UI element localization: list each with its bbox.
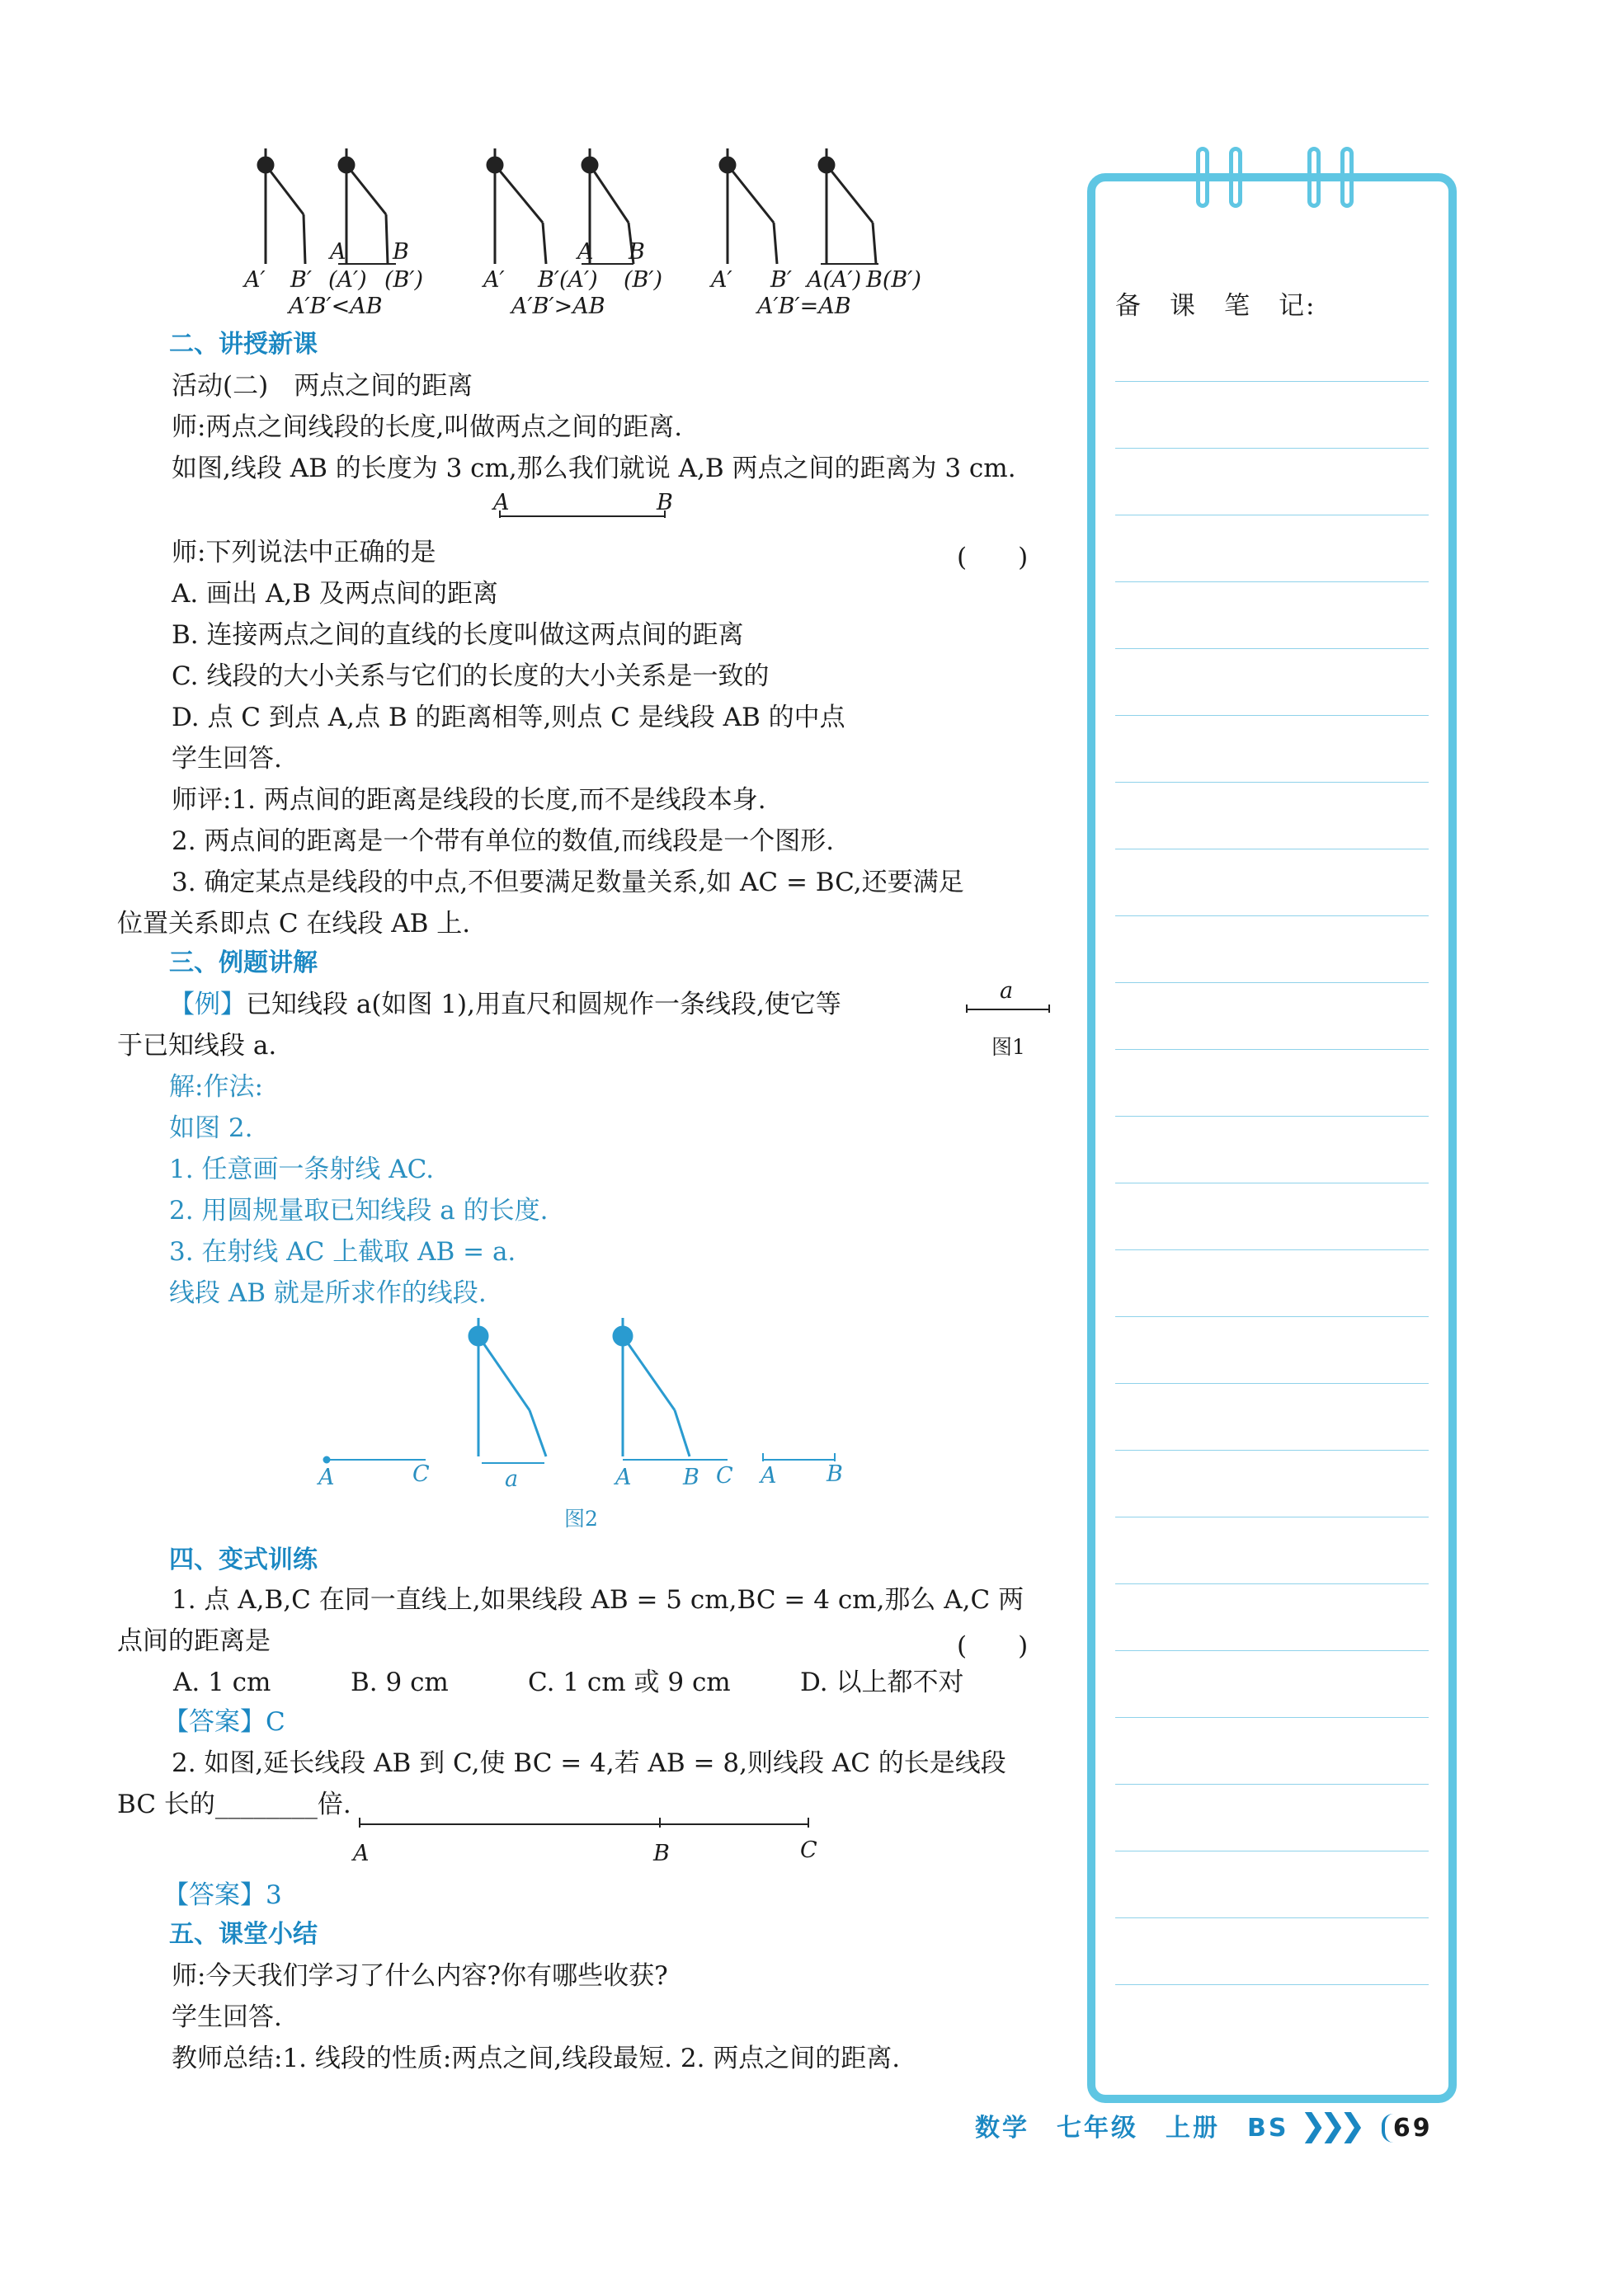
label-a5: A′ [711, 267, 732, 293]
notes-rule-line [1115, 1917, 1429, 1918]
practice-q1-line-2: 点间的距离是 [117, 1626, 271, 1656]
example-sentence: 如图,线段 AB 的长度为 3 cm,那么我们就说 A,B 两点之间的距离为 3 cm. [172, 454, 1016, 483]
label-b2: (B′) [384, 267, 424, 293]
figure-2-label-a3: A [761, 1463, 777, 1489]
figure-1-segment [963, 1003, 1054, 1016]
review-3: 3. 确定某点是线段的中点,不但要满足数量关系,如 AC = BC,还要满足 [172, 868, 964, 897]
notes-rule-line [1115, 1650, 1429, 1651]
notes-rule-line [1115, 915, 1429, 916]
caption-greater: A′B′>AB [511, 294, 605, 319]
label-a2top: A [330, 239, 346, 265]
practice-q1-answer [163, 1706, 285, 1738]
label-b4top: B [629, 239, 645, 265]
label-a6: A(A′) [807, 267, 862, 293]
figure-2-caption: 图2 [564, 1507, 598, 1531]
figure-2-construction [313, 1311, 858, 1476]
figure-2-label-a1: A [318, 1465, 335, 1490]
answer-tag: 【答案】 [163, 1707, 266, 1737]
figure-3-label-c: C [800, 1837, 817, 1863]
chevron-arrows-icon: ❯❯❯ [1299, 2107, 1359, 2143]
student-answer: 学生回答. [172, 744, 282, 774]
activity-title: 活动(二) 两点之间的距离 [172, 371, 473, 401]
notes-rule-line [1115, 648, 1429, 649]
section-heading-3: 三、例题讲解 [169, 948, 318, 977]
figure-2-label-c2: C [716, 1463, 733, 1489]
answer-tag-2: 【答案】 [163, 1880, 266, 1910]
notes-rule-line [1115, 1583, 1429, 1584]
figure-2-label-a: a [505, 1466, 519, 1492]
section-heading-4: 四、变式训练 [169, 1546, 318, 1574]
notes-rule-line [1115, 1049, 1429, 1050]
notes-rule-line [1115, 1116, 1429, 1117]
option-a: A. 画出 A,B 及两点间的距离 [172, 579, 498, 609]
summary-line-1: 师:今天我们学习了什么内容?你有哪些收获? [172, 1961, 668, 1991]
label-b3: B′(A′) [538, 267, 598, 293]
notes-rule-line [1115, 715, 1429, 716]
solution-step-1: 1. 任意画一条射线 AC. [169, 1155, 435, 1184]
question-stem: 师:下列说法中正确的是 [172, 538, 436, 567]
notes-rule-line [1115, 1249, 1429, 1250]
practice-q1-option-a: A. 1 cm [173, 1668, 271, 1697]
segment-label-a: A [493, 490, 510, 515]
page-footer [975, 2107, 1433, 2143]
answer-paren: ( ) [957, 543, 1029, 572]
example-text-2: 于已知线段 a. [117, 1031, 277, 1061]
notes-rule-line [1115, 1984, 1429, 1985]
practice-q1-paren: ( ) [957, 1631, 1029, 1661]
solution-step-0: 如图 2. [169, 1113, 253, 1143]
review-4: 位置关系即点 C 在线段 AB 上. [117, 909, 471, 939]
lesson-notes-panel [1087, 173, 1457, 2103]
practice-q2-answer [163, 1879, 282, 1912]
binder-ring-3 [1307, 147, 1321, 208]
example-tag: 【例】 [169, 990, 246, 1019]
example-text-1: 已知线段 a(如图 1),用直尺和圆规作一条线段,使它等 [246, 990, 841, 1019]
definition-text: 师:两点之间线段的长度,叫做两点之间的距离. [172, 412, 683, 442]
option-b: B. 连接两点之间的直线的长度叫做这两点间的距离 [172, 620, 744, 650]
practice-q2-line-1: 2. 如图,延长线段 AB 到 C,使 BC = 4,若 AB = 8,则线段 AC 的长是线段 [172, 1748, 1006, 1778]
section-heading-2: 二、讲授新课 [169, 330, 318, 359]
option-d: D. 点 C 到点 A,点 B 的距离相等,则点 C 是线段 AB 的中点 [172, 703, 845, 732]
notes-title: 备 课 笔 记: [1115, 291, 1316, 321]
label-b4: (B′) [624, 267, 663, 293]
notes-rule-line [1115, 448, 1429, 449]
figure-3-segment [355, 1814, 817, 1834]
figure-2-label-c1: C [412, 1461, 430, 1487]
figure-3-label-b: B [653, 1841, 670, 1866]
notes-rule-line [1115, 581, 1429, 582]
label-b5: B′ [770, 267, 792, 293]
summary-line-2: 学生回答. [172, 2002, 282, 2032]
page-number: 69 [1382, 2114, 1433, 2143]
figure-3-label-a: A [353, 1841, 370, 1866]
review-2: 2. 两点间的距离是一个带有单位的数值,而线段是一个图形. [172, 826, 835, 856]
segment-ab-figure [495, 508, 676, 525]
figure-2-label-b2: B [683, 1465, 699, 1490]
practice-q1-line-1: 1. 点 A,B,C 在同一直线上,如果线段 AB = 5 cm,BC = 4 cm,那么 A,C 两 [172, 1585, 1024, 1615]
label-a1: A′ [244, 267, 266, 293]
notes-rule-line [1115, 381, 1429, 382]
solution-step-4: 线段 AB 就是所求作的线段. [169, 1278, 487, 1308]
label-b6: B(B′) [866, 267, 921, 293]
label-a3: A′ [483, 267, 505, 293]
notes-rule-line [1115, 1450, 1429, 1451]
option-c: C. 线段的大小关系与它们的长度的大小关系是一致的 [172, 661, 770, 691]
notes-rule-line [1115, 782, 1429, 783]
segment-label-b: B [657, 490, 673, 515]
example-line-1 [169, 988, 841, 1021]
figure-2-label-b3: B [827, 1461, 843, 1487]
binder-ring-1 [1196, 147, 1209, 208]
caption-less: A′B′<AB [289, 294, 383, 319]
binder-ring-2 [1229, 147, 1242, 208]
practice-q1-option-c: C. 1 cm 或 9 cm [528, 1668, 731, 1697]
review-1: 师评:1. 两点间的距离是线段的长度,而不是线段本身. [172, 785, 766, 815]
figure-1-caption: 图1 [991, 1035, 1025, 1059]
book-info: 数学 七年级 上册 BS [975, 2114, 1289, 2143]
caption-equal: A′B′=AB [757, 294, 851, 319]
answer-value: C [266, 1707, 285, 1737]
notes-rule-line [1115, 1383, 1429, 1384]
summary-line-3: 教师总结:1. 线段的性质:两点之间,线段最短. 2. 两点之间的距离. [172, 2044, 901, 2073]
notes-rule-line [1115, 1784, 1429, 1785]
practice-q1-option-b: B. 9 cm [351, 1668, 449, 1697]
solution-step-2: 2. 用圆规量取已知线段 a 的长度. [169, 1196, 549, 1226]
label-b1: B′ [290, 267, 312, 293]
notes-rule-line [1115, 1717, 1429, 1718]
practice-q2-line-2: BC 长的________倍. [117, 1790, 351, 1819]
practice-q1-option-d: D. 以上都不对 [800, 1668, 964, 1697]
label-a4top: A [577, 239, 594, 265]
answer-value-2: 3 [266, 1880, 282, 1910]
notes-rule-line [1115, 982, 1429, 983]
section-heading-5: 五、课堂小结 [169, 1920, 318, 1949]
label-b2top: B [393, 239, 409, 265]
compass-comparison-figure [239, 140, 949, 289]
solution-heading: 解:作法: [169, 1072, 263, 1102]
notes-rule-line [1115, 1316, 1429, 1317]
solution-step-3: 3. 在射线 AC 上截取 AB = a. [169, 1237, 516, 1267]
label-a2: (A′) [328, 267, 367, 293]
figure-1-label: a [1000, 978, 1014, 1004]
binder-ring-4 [1340, 147, 1354, 208]
figure-2-label-a2: A [615, 1465, 632, 1490]
